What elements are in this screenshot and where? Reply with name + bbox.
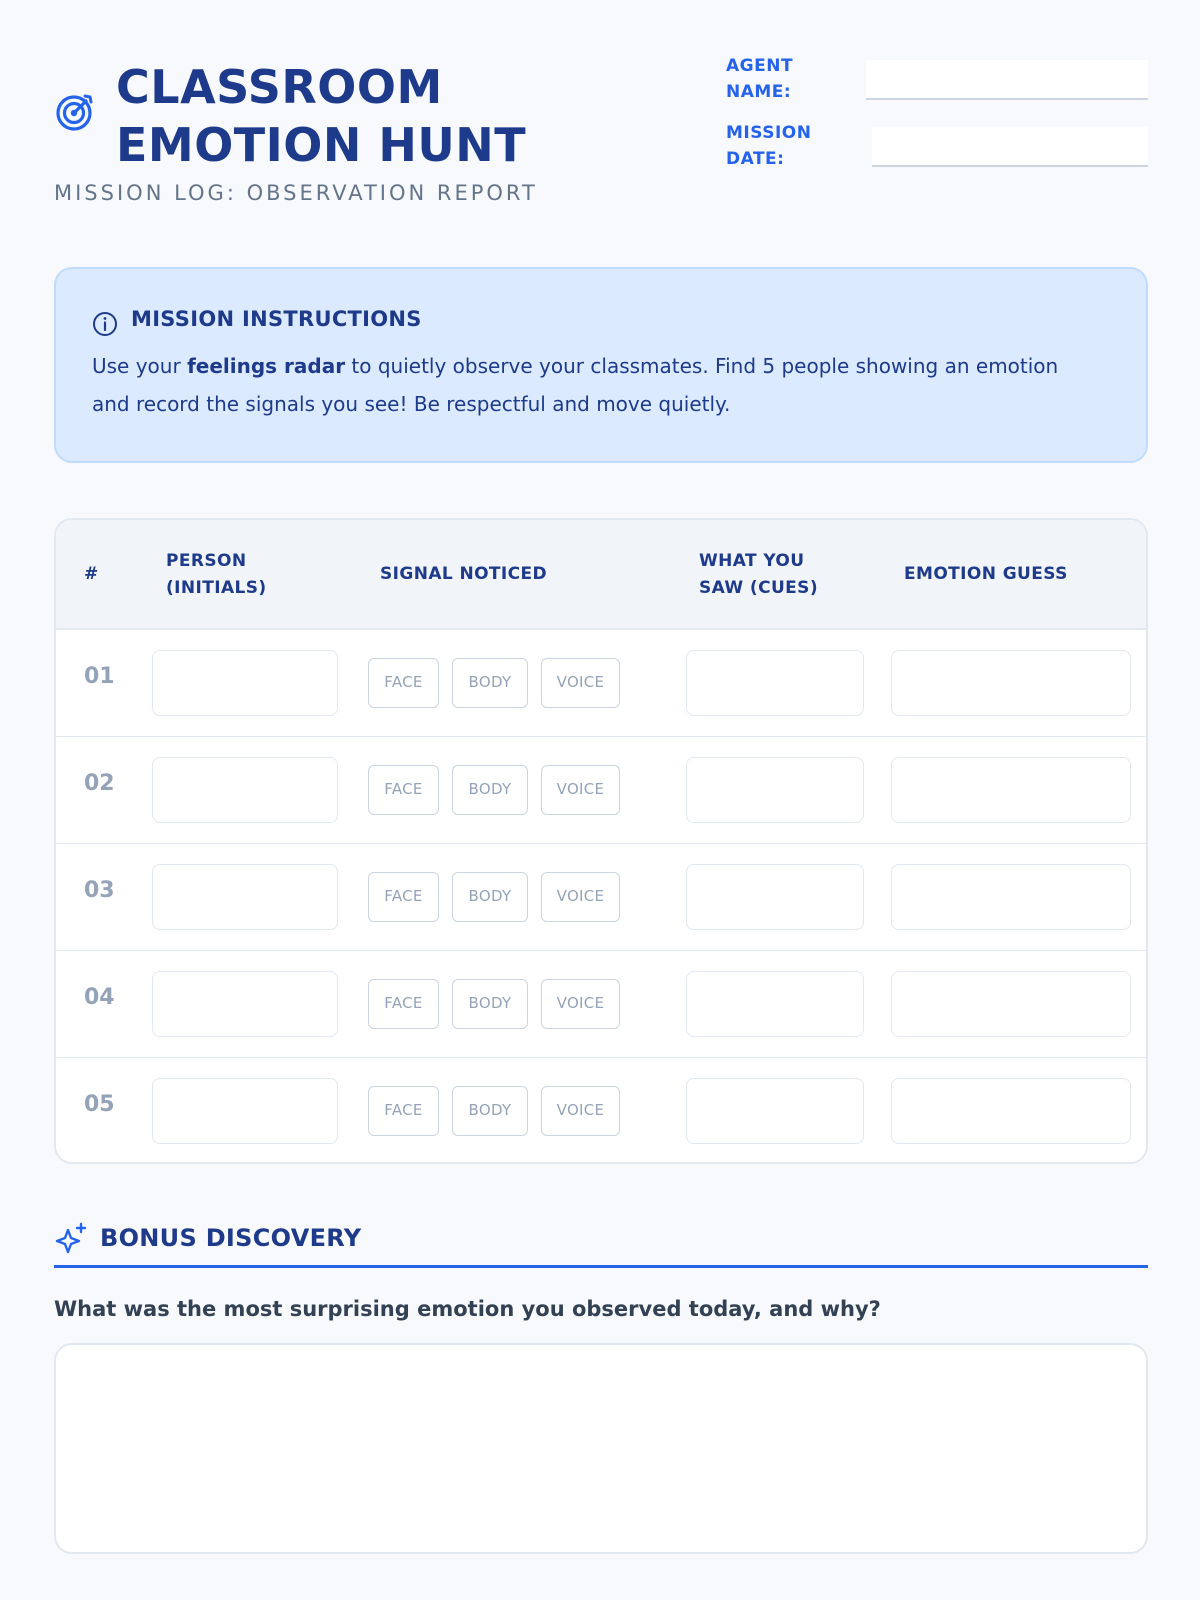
bonus-divider [54, 1265, 1148, 1268]
signal-option-voice[interactable]: VOICE [541, 658, 620, 708]
table-row [56, 844, 1146, 951]
signal-option-face[interactable]: FACE [368, 872, 439, 922]
header-emotion: EMOTION GUESS [904, 564, 1068, 584]
cues-field[interactable] [686, 1078, 864, 1144]
page-header [54, 58, 1148, 218]
cues-field[interactable] [686, 864, 864, 930]
person-initials-field[interactable] [152, 1078, 338, 1144]
person-initials-field[interactable] [152, 971, 338, 1037]
instructions-text-start: Use your [92, 354, 188, 378]
mission-date-field[interactable] [872, 127, 1148, 167]
signal-option-voice[interactable]: VOICE [541, 765, 620, 815]
table-header [56, 520, 1146, 630]
cues-field[interactable] [686, 650, 864, 716]
header-signal: SIGNAL NOTICED [380, 564, 548, 584]
row-number: 03 [84, 878, 115, 903]
row-number: 05 [84, 1092, 115, 1117]
signal-option-body[interactable]: BODY [452, 979, 528, 1029]
table-row [56, 630, 1146, 737]
cues-field[interactable] [686, 757, 864, 823]
signal-option-face[interactable]: FACE [368, 979, 439, 1029]
instructions-panel [54, 267, 1148, 463]
header-person: PERSON (INITIALS) [166, 551, 267, 598]
signal-option-voice[interactable]: VOICE [541, 872, 620, 922]
row-number: 02 [84, 771, 115, 796]
instructions-text-end: to quietly observe your classmates. Find 5 people showing an emotion and record the signals you see! Be respectful and move quietly. [92, 354, 1059, 416]
table-row [56, 951, 1146, 1058]
signal-option-body[interactable]: BODY [452, 658, 528, 708]
sparkle-icon [54, 1222, 88, 1256]
emotion-guess-field[interactable] [891, 757, 1131, 823]
radar-icon [54, 93, 94, 133]
signal-option-body[interactable]: BODY [452, 872, 528, 922]
instructions-text [92, 347, 1102, 423]
signal-option-face[interactable]: FACE [368, 1086, 439, 1136]
instructions-heading: MISSION INSTRUCTIONS [131, 307, 422, 331]
person-initials-field[interactable] [152, 650, 338, 716]
header-cues: WHAT YOU SAW (CUES) [699, 551, 818, 598]
observation-table [54, 518, 1148, 1164]
bonus-question: What was the most surprising emotion you observed today, and why? [54, 1297, 881, 1321]
table-row [56, 737, 1146, 844]
signal-option-voice[interactable]: VOICE [541, 1086, 620, 1136]
bonus-heading: BONUS DISCOVERY [100, 1224, 362, 1252]
signal-option-body[interactable]: BODY [452, 765, 528, 815]
emotion-guess-field[interactable] [891, 971, 1131, 1037]
cues-field[interactable] [686, 971, 864, 1037]
table-row [56, 1058, 1146, 1164]
row-number: 04 [84, 985, 115, 1010]
header-num: # [84, 564, 99, 584]
emotion-guess-field[interactable] [891, 1078, 1131, 1144]
agent-name-field[interactable] [866, 60, 1148, 100]
person-initials-field[interactable] [152, 757, 338, 823]
instructions-text-bold: feelings radar [187, 354, 346, 378]
emotion-guess-field[interactable] [891, 864, 1131, 930]
person-initials-field[interactable] [152, 864, 338, 930]
agent-name-label: AGENT NAME: [726, 56, 794, 102]
page-subtitle: MISSION LOG: OBSERVATION REPORT [54, 181, 538, 205]
row-number: 01 [84, 664, 115, 689]
signal-option-face[interactable]: FACE [368, 765, 439, 815]
signal-option-face[interactable]: FACE [368, 658, 439, 708]
bonus-answer-box[interactable] [54, 1343, 1148, 1554]
info-icon [92, 311, 118, 337]
signal-option-voice[interactable]: VOICE [541, 979, 620, 1029]
mission-date-label: MISSION DATE: [726, 123, 812, 169]
signal-option-body[interactable]: BODY [452, 1086, 528, 1136]
emotion-guess-field[interactable] [891, 650, 1131, 716]
page-title: CLASSROOM EMOTION HUNT [116, 60, 527, 172]
